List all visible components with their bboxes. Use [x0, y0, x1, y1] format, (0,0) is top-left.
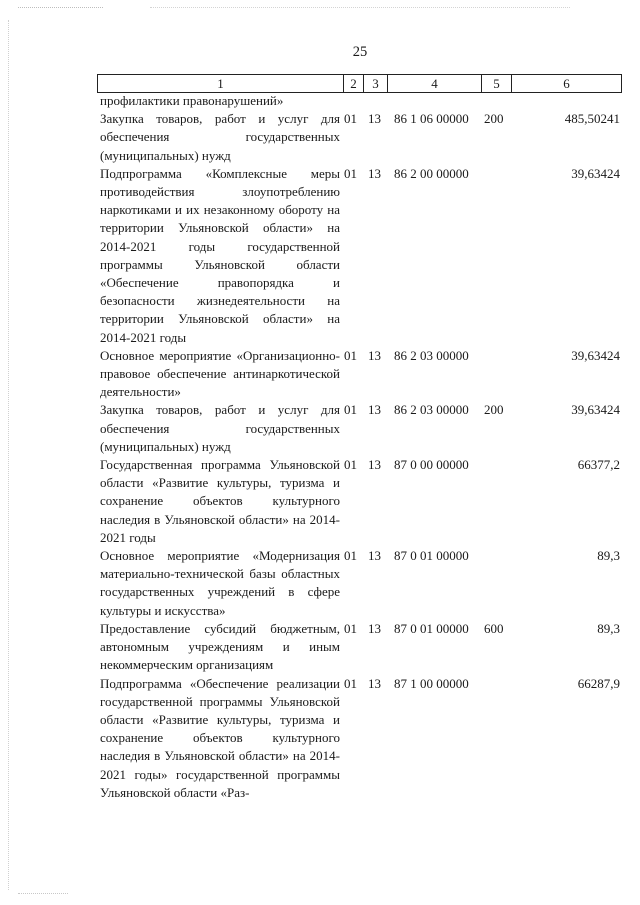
row-target-code: 86 2 03 00000 — [394, 347, 469, 363]
row-target-code: 86 1 06 00000 — [394, 111, 469, 127]
row-expense-type: 200 — [484, 402, 504, 418]
scan-edge-top — [18, 7, 103, 8]
scan-edge-left — [8, 20, 9, 890]
row-target-code: 87 1 00 00000 — [394, 675, 469, 691]
row-expense-type: 200 — [484, 111, 504, 127]
row-target-code: 87 0 01 00000 — [394, 620, 469, 636]
row-section: 01 — [344, 165, 357, 181]
row-target-code: 87 0 01 00000 — [394, 548, 469, 564]
table-row — [97, 547, 622, 620]
row-amount: 89,3 — [597, 548, 620, 564]
table-row — [97, 456, 622, 547]
row-name: Предоставление субсидий бюджетным, автономным учреждениям и иным некоммерческим организациям — [100, 620, 340, 673]
budget-table-body — [97, 92, 622, 802]
header-col-name: 1 — [98, 75, 344, 92]
row-name: Государственная программа Ульяновской области «Развитие культуры, туризма и сохранение объектов культурного наследия в Ульяновской области» на 2014-2021 годы — [100, 457, 340, 545]
header-col-sum: 6 — [563, 76, 570, 91]
row-subsection: 13 — [368, 620, 381, 636]
row-subsection: 13 — [368, 347, 381, 363]
table-row — [97, 620, 622, 675]
header-col-rz: 2 — [344, 75, 364, 92]
page-number: 25 — [352, 44, 368, 60]
row-target-code: 87 0 00 00000 — [394, 457, 469, 473]
row-section: 01 — [344, 620, 357, 636]
row-section: 01 — [344, 675, 357, 691]
row-subsection: 13 — [368, 548, 381, 564]
header-col-csr: 4 — [388, 75, 482, 92]
row-section: 01 — [344, 402, 357, 418]
row-section: 01 — [344, 457, 357, 473]
row-name: Основное мероприятие «Организационно-правовое обеспечение антинаркотической деятельности» — [100, 347, 340, 400]
row-name: Основное мероприятие «Модернизация материально-технической базы областных государственных учреждений в сфере культуры и искусства» — [100, 548, 340, 618]
row-amount: 485,50241 — [564, 111, 620, 127]
row-target-code: 86 2 03 00000 — [394, 402, 469, 418]
row-name: Закупка товаров, работ и услуг для обеспечения государственных (муниципальных) нужд — [100, 111, 340, 163]
row-subsection: 13 — [368, 111, 381, 127]
row-subsection: 13 — [368, 165, 381, 181]
header-col-pr: 3 — [364, 75, 388, 92]
row-subsection: 13 — [368, 457, 381, 473]
row-name: Подпрограмма «Обеспечение реализации государственной программы Ульяновской области «Развитие культуры, туризма и сохранение объектов культурного наследия в Ульяновской области» на 2014-2021 годы» государственной программы Ульяновской области «Раз- — [100, 675, 340, 800]
row-subsection: 13 — [368, 675, 381, 691]
header-col-vr: 5 — [482, 75, 512, 92]
row-section: 01 — [344, 347, 357, 363]
table-row — [97, 110, 622, 165]
table-header — [97, 74, 622, 93]
row-amount: 89,3 — [597, 620, 620, 636]
table-row — [97, 347, 622, 402]
row-amount: 39,63424 — [571, 347, 620, 363]
row-amount: 66377,2 — [577, 457, 620, 473]
row-section: 01 — [344, 111, 357, 127]
row-amount: 39,63424 — [571, 402, 620, 418]
row-section: 01 — [344, 548, 357, 564]
row-subsection: 13 — [368, 402, 381, 418]
row-name: профилактики правонарушений» — [100, 93, 284, 108]
scan-edge-bottom — [18, 893, 68, 894]
row-amount: 66287,9 — [577, 675, 620, 691]
table-row — [97, 165, 622, 347]
table-row — [97, 675, 622, 802]
table-row — [97, 92, 622, 110]
row-name: Закупка товаров, работ и услуг для обеспечения государственных (муниципальных) нужд — [100, 402, 340, 454]
row-expense-type: 600 — [484, 620, 504, 636]
row-amount: 39,63424 — [571, 165, 620, 181]
scan-edge-top-faint — [150, 7, 570, 8]
row-name: Подпрограмма «Комплексные меры противодействия злоупотреблению наркотиками и их незаконному обороту на территории Ульяновской области» на 2014-2021 годы государственной программы Ульяновской области «Обеспечение правопорядка и безопасности жизнедеятельности на территории Ульяновской области» на 2014-2021 годы — [100, 165, 340, 345]
row-target-code: 86 2 00 00000 — [394, 165, 469, 181]
table-row — [97, 401, 622, 456]
